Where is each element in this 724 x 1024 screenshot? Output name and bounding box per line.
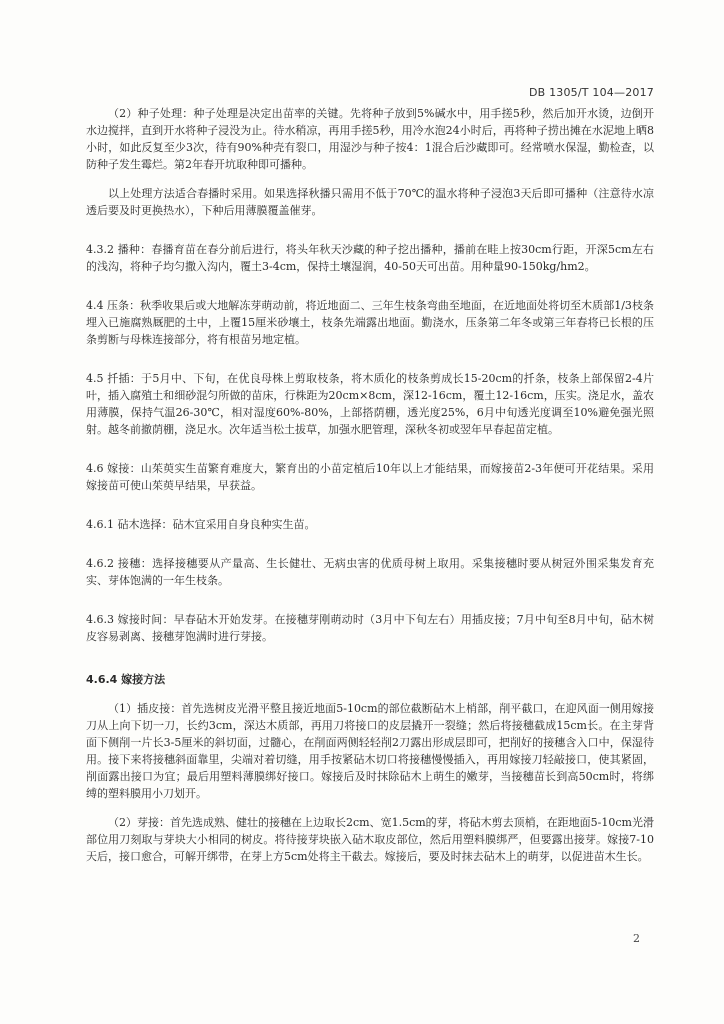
paragraph-4-4: 4.4 压条：秋季收果后或大地解冻芽萌动前，将近地面二、三年生枝条弯曲至地面，在近地面处将切至木质部1/3枝条埋入已施腐熟厩肥的土中，上覆15厘米砂壤土，枝条先端露出地面。勤浇水，压条第二年冬或第三年春将已长根的压条剪断与母株连接部分，将有根苗另地定植。 <box>86 299 654 346</box>
section-heading: 4.6.4 嫁接方法 <box>86 673 166 686</box>
paragraph-seed-treatment: （2）种子处理：种子处理是决定出苗率的关键。先将种子放到5%碱水中，用手搓5秒，然后加开水烫，边倒开水边搅拌，直到开水将种子浸没为止。待水稍凉，再用手搓5秒，用冷水泡24小时后，再将种子捞出摊在水泥地上晒8小时，如此反复至少3次，待有90%种壳有裂口，用湿沙与种子按4：1混合后沙藏即可。经常喷水保湿，勤检查，以防种子发生霉烂。第2年春开坑取种即可播种。 <box>86 107 654 171</box>
paragraph-4-6-1: 4.6.1 砧木选择：砧木宜采用自身良种实生苗。 <box>86 518 316 531</box>
standard-code: DB 1305/T 104—2017 <box>528 86 654 99</box>
paragraph-4-6-3: 4.6.3 嫁接时间：早春砧木开始发芽。在接穗芽刚萌动时（3月中下旬左右）用插皮接；7月中旬至8月中旬，砧木树皮容易剥离、接穗芽饱满时进行芽接。 <box>86 613 654 643</box>
paragraph-4-5: 4.5 扦插：于5月中、下旬，在优良母株上剪取枝条，将木质化的枝条剪成长15-20cm的扦条，枝条上部保留2-4片叶，插入腐殖土和细砂混匀所做的苗床，行株距为20cm×8cm，深12-16cm，覆土12-16cm，压实。浇足水，盖农用薄膜，保持气温26-30℃，相对湿度60%-80%，上部搭荫棚，透光度25%，6月中旬透光度调至10%避免强光照射。越冬前撤荫棚，浇足水。次年适当松土拔草，加强水肥管理，深秋冬初或翌年早春起苗定植。 <box>86 372 654 436</box>
paragraph-sowing-note: 以上处理方法适合春播时采用。如果选择秋播只需用不低于70℃的温水将种子浸泡3天后即可播种（注意待水凉透后要及时更换热水），下种后用薄膜覆盖催芽。 <box>86 187 654 217</box>
paragraph-4-3-2: 4.3.2 播种：春播育苗在春分前后进行，将头年秋天沙藏的种子挖出播种，播前在畦上按30cm行距，开深5cm左右的浅沟，将种子均匀撒入沟内，覆土3-4cm，保持土壤湿润，40-50天可出苗。用种量90-150kg/hm2。 <box>86 243 654 273</box>
method-bud-grafting: （2）芽接：首先选成熟、健壮的接穗在上边取长2cm、宽1.5cm的芽，将砧木剪去顶梢，在距地面5-10cm光滑部位用刀刻取与芽块大小相同的树皮。将待接芽块嵌入砧木取皮部位，然后用塑料膜绑严，但要露出接芽。嫁接7-10天后，接口愈合，可解开绑带，在芽上方5cm处将主干截去。嫁接后，要及时抹去砧木上的萌芽，以促进苗木生长。 <box>86 816 654 863</box>
paragraph-4-6-2: 4.6.2 接穗：选择接穗要从产量高、生长健壮、无病虫害的优质母树上取用。采集接穗时要从树冠外围采集发育充实、芽体饱满的一年生枝条。 <box>86 557 654 587</box>
document-body <box>86 105 654 865</box>
method-bark-grafting: （1）插皮接：首先选树皮光滑平整且接近地面5-10cm的部位截断砧木上梢部，削平截口，在迎风面一侧用嫁接刀从上向下切一刀，长约3cm，深达木质部，再用刀将接口的皮层撬开一裂缝；然后将接穗截成15cm长。在主芽背面下侧削一片长3-5厘米的斜切面，过髓心，在削面两侧轻轻削2刀露出形成层即可，把削好的接穗含入口中，保湿待用。接下来将接穗斜面靠里，尖端对着切缝，用手按紧砧木切口将接穗慢慢插入，再用嫁接刀轻敲接口，使其紧固，削面露出接口为宜；最后用塑料薄膜绑好接口。嫁接后及时抹除砧木上萌生的嫩芽，当接穗苗长到高50cm时，将绑缚的塑料膜用小刀划开。 <box>86 702 654 800</box>
paragraph-4-6: 4.6 嫁接：山茱萸实生苗繁育难度大，繁育出的小苗定植后10年以上才能结果，而嫁接苗2-3年便可开花结果。采用嫁接苗可使山茱萸早结果，早获益。 <box>86 462 654 492</box>
page-number: 2 <box>633 932 640 945</box>
